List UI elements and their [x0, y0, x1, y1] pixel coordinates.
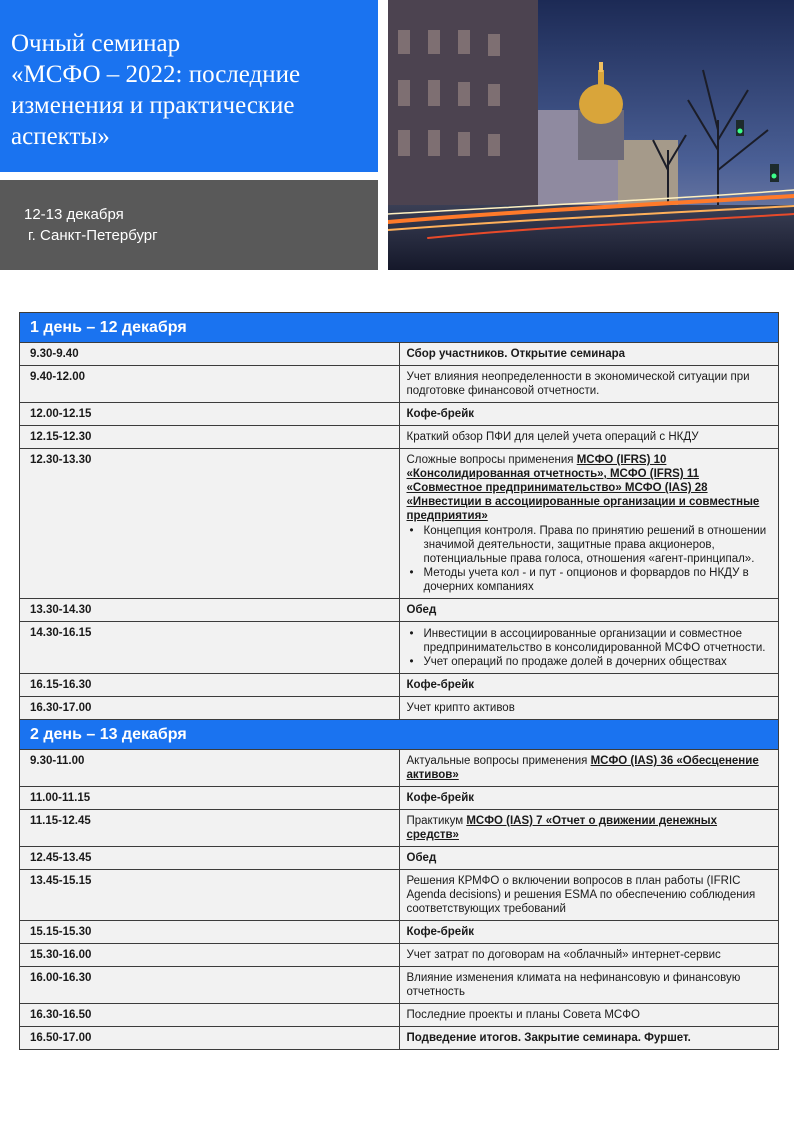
- row-time: 16.00-16.30: [20, 967, 400, 1004]
- row-description: Обед: [399, 847, 779, 870]
- row-time: 14.30-16.15: [20, 622, 400, 674]
- bullet-list: [407, 524, 773, 594]
- schedule-table: [19, 312, 779, 1050]
- row-time: 13.45-15.15: [20, 870, 400, 921]
- row-description: Учет влияния неопределенности в экономической ситуации при подготовке финансовой отчетности.: [399, 366, 779, 403]
- table-row: [20, 787, 779, 810]
- list-item: • Учет операций по продаже долей в дочерних обществах: [407, 655, 773, 669]
- row-description: Обед: [399, 599, 779, 622]
- row-time: 16.50-17.00: [20, 1027, 400, 1050]
- row-description: Решения КРМФО о включении вопросов в план работы (IFRIC Agenda decisions) и решения ESMA по обеспечению соблюдения соответствующих требований: [399, 870, 779, 921]
- standard-reference: МСФО (IFRS) 10 «Консолидированная отчетность», МСФО (IFRS) 11 «Совместное предпринимательство» МСФО (IAS) 28 «Инвестиции в ассоциированные организации и совместные предприятия»: [406, 454, 760, 522]
- table-row: [20, 1027, 779, 1050]
- row-description: Краткий обзор ПФИ для целей учета операций с НКДУ: [399, 426, 779, 449]
- city-street-photo: [388, 0, 794, 270]
- photo-illustration: [388, 0, 794, 270]
- row-time: 13.30-14.30: [20, 599, 400, 622]
- table-row: [20, 622, 779, 674]
- row-time: 12.00-12.15: [20, 403, 400, 426]
- row-description: Сбор участников. Открытие семинара: [399, 343, 779, 366]
- list-item: • Концепция контроля. Права по принятию решений в отношении значимой деятельности, защитные права акционеров, потенциальные права голоса, отношения «агент-принципал».: [407, 524, 773, 566]
- title-line: «МСФО – 2022: последние: [11, 61, 301, 88]
- row-time: 16.30-16.50: [20, 1004, 400, 1027]
- table-row: [20, 697, 779, 720]
- table-row: [20, 449, 779, 599]
- table-row: [20, 403, 779, 426]
- row-description: Подведение итогов. Закрытие семинара. Фуршет.: [399, 1027, 779, 1050]
- row-description: Последние проекты и планы Совета МСФО: [399, 1004, 779, 1027]
- row-time: 15.15-15.30: [20, 921, 400, 944]
- table-row: [20, 967, 779, 1004]
- row-description: Кофе-брейк: [399, 921, 779, 944]
- row-time: 12.15-12.30: [20, 426, 400, 449]
- table-row: [20, 366, 779, 403]
- table-row: [20, 944, 779, 967]
- day-label: 1 день – 12 декабря: [20, 313, 779, 343]
- list-item: • Методы учета кол - и пут - опционов и форвардов по НКДУ в дочерних компаниях: [407, 566, 773, 594]
- table-row: [20, 1004, 779, 1027]
- table-row: [20, 750, 779, 787]
- row-time: 15.30-16.00: [20, 944, 400, 967]
- row-intro: Сложные вопросы применения: [406, 454, 574, 466]
- date-location-block: [0, 180, 378, 270]
- table-row: [20, 921, 779, 944]
- list-item: • Инвестиции в ассоциированные организации и совместное предпринимательство в консолидированной МСФО отчетности.: [407, 627, 773, 655]
- table-row: [20, 674, 779, 697]
- row-time: 16.15-16.30: [20, 674, 400, 697]
- row-time: 11.15-12.45: [20, 810, 400, 847]
- row-time: 16.30-17.00: [20, 697, 400, 720]
- row-time: 9.30-11.00: [20, 750, 400, 787]
- seminar-city: г. Санкт-Петербург: [28, 227, 158, 244]
- title-line: аспекты»: [11, 123, 110, 150]
- table-row: [20, 343, 779, 366]
- day-header: [20, 313, 779, 343]
- bullet-list: [407, 627, 773, 669]
- row-time: 9.40-12.00: [20, 366, 400, 403]
- table-row: [20, 426, 779, 449]
- seminar-title-block: [0, 0, 378, 172]
- row-description: Кофе-брейк: [399, 787, 779, 810]
- standard-reference: МСФО (IAS) 7 «Отчет о движении денежных средств»: [406, 815, 718, 841]
- day-header: [20, 720, 779, 750]
- title-line: Очный семинар: [11, 30, 181, 57]
- row-description: [399, 449, 779, 599]
- title-line: изменения и практические: [11, 92, 295, 119]
- row-time: 12.45-13.45: [20, 847, 400, 870]
- row-description: [399, 810, 779, 847]
- table-row: [20, 870, 779, 921]
- row-description: [399, 750, 779, 787]
- table-row: [20, 599, 779, 622]
- seminar-date: 12-13 декабря: [24, 206, 124, 223]
- day-label: 2 день – 13 декабря: [20, 720, 779, 750]
- row-description: Кофе-брейк: [399, 403, 779, 426]
- row-intro: Актуальные вопросы применения: [406, 755, 588, 767]
- table-row: [20, 847, 779, 870]
- standard-reference: МСФО (IAS) 36 «Обесценение активов»: [406, 755, 759, 781]
- row-description: Влияние изменения климата на нефинансовую и финансовую отчетность: [399, 967, 779, 1004]
- row-time: 9.30-9.40: [20, 343, 400, 366]
- row-time: 12.30-13.30: [20, 449, 400, 599]
- row-time: 11.00-11.15: [20, 787, 400, 810]
- table-row: [20, 810, 779, 847]
- row-description: Учет затрат по договорам на «облачный» интернет-сервис: [399, 944, 779, 967]
- row-description: [399, 622, 779, 674]
- row-description: Учет крипто активов: [399, 697, 779, 720]
- row-description: Кофе-брейк: [399, 674, 779, 697]
- row-intro: Практикум: [406, 815, 464, 827]
